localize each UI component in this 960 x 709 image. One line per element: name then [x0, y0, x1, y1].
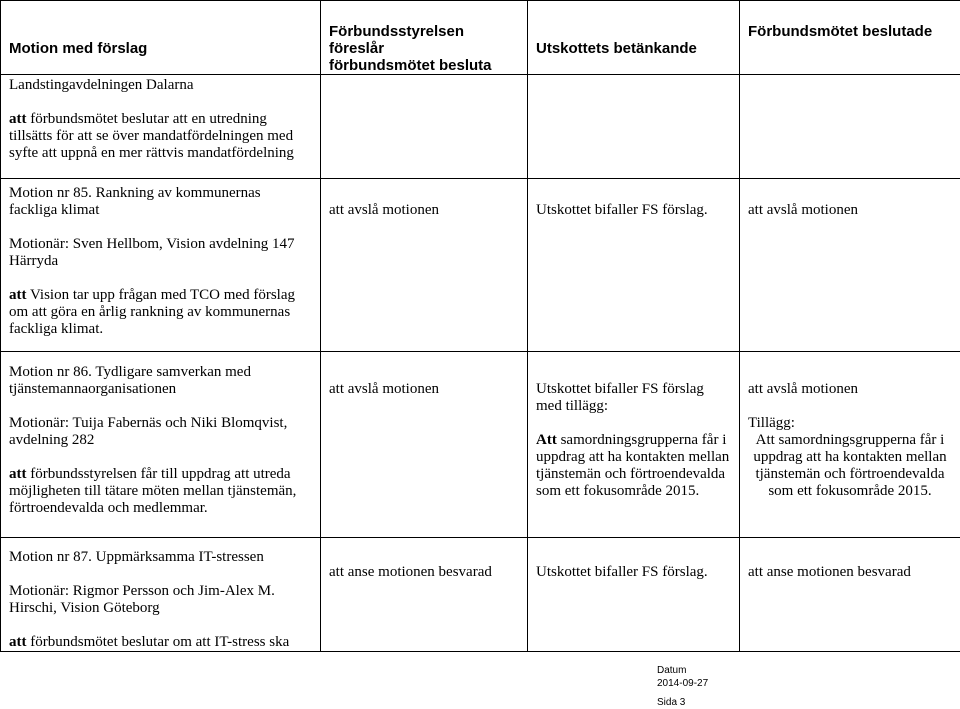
intro-cell — [1, 75, 321, 179]
intro-org: Landstingavdelningen Dalarna — [9, 77, 312, 94]
header-board-line1: Förbundsstyrelsen föreslår — [329, 23, 519, 57]
motion86-cell — [1, 352, 321, 538]
motion85-body: Vision tar upp frågan med TCO med förslag om att göra en årlig rankning av kommunernas fackliga klimat. — [9, 287, 295, 337]
footer-date: 2014-09-27 — [657, 677, 708, 690]
motion86-body: förbundsstyrelsen får till uppdrag att utreda möjligheten till tätare möten mellan tjänstemän, förtroendevalda och medlemmar. — [9, 466, 296, 516]
header-row — [1, 1, 960, 75]
motion86-author: Motionär: Tuija Fabernäs och Niki Blomqvist, avdelning 282 — [9, 415, 312, 449]
motion87-decision: att anse motionen besvarad — [740, 538, 960, 652]
motion86-att: att — [9, 466, 27, 482]
motion87-title: Motion nr 87. Uppmärksamma IT-stressen — [9, 549, 312, 566]
header-decision: Förbundsmötet beslutade — [740, 1, 960, 75]
motion87-cell — [1, 538, 321, 652]
motion86-addition-text: Att samordningsgrupperna får i uppdrag att ha kontakten mellan tjänstemän och förtroendevalda som ett fokusområde 2015. — [748, 432, 952, 500]
motion86-board: att avslå motionen — [321, 352, 528, 538]
motion87-board: att anse motionen besvarad — [321, 538, 528, 652]
motion85-text — [9, 287, 312, 338]
motion85-title: Motion nr 85. Rankning av kommunernas fackliga klimat — [9, 185, 312, 219]
motion85-board: att avslå motionen — [321, 179, 528, 352]
motion86-committee-att: Att — [536, 432, 557, 448]
motion87-att: att — [9, 634, 27, 650]
motion86-addition-label: Tillägg: — [748, 415, 952, 432]
intro-att: att — [9, 111, 27, 127]
motion85-cell — [1, 179, 321, 352]
table-row — [1, 352, 960, 538]
motion86-committee-title: Utskottet bifaller FS förslag med tillägg: — [536, 381, 731, 415]
motion86-decision: att avslå motionen — [748, 381, 952, 398]
motion85-committee: Utskottet bifaller FS förslag. — [528, 179, 740, 352]
motion86-committee-body: samordningsgrupperna får i uppdrag att ha kontakten mellan tjänstemän och förtroendevalda som ett fokusområde 2015. — [536, 432, 729, 499]
table-row — [1, 179, 960, 352]
intro-body: förbundsmötet beslutar att en utredning tillsätts för att se över mandatfördelningen med syfte att uppnå en mer rättvis mandatfördelning — [9, 111, 294, 161]
footer-page-number: Sida 3 — [657, 696, 708, 709]
motion87-author: Motionär: Rigmor Persson och Jim-Alex M. Hirschi, Vision Göteborg — [9, 583, 312, 617]
motion86-committee-cell — [528, 352, 740, 538]
motion87-text — [9, 634, 312, 651]
motion85-author: Motionär: Sven Hellbom, Vision avdelning 147 Härryda — [9, 236, 312, 270]
header-board-proposal — [321, 1, 528, 75]
motion86-text — [9, 466, 312, 517]
page-footer — [657, 664, 708, 709]
table-row — [1, 75, 960, 179]
motion86-title: Motion nr 86. Tydligare samverkan med tjänstemannaorganisationen — [9, 364, 312, 398]
motion85-att: att — [9, 287, 27, 303]
footer-date-label: Datum — [657, 664, 708, 677]
motion86-decision-cell — [740, 352, 960, 538]
motion87-committee: Utskottet bifaller FS förslag. — [528, 538, 740, 652]
motion85-decision: att avslå motionen — [740, 179, 960, 352]
motion87-body: förbundsmötet beslutar om att IT-stress ska — [27, 634, 290, 650]
motion86-committee-text — [536, 432, 731, 500]
intro-text — [9, 111, 312, 162]
header-motion: Motion med förslag — [1, 1, 321, 75]
header-board-line2: förbundsmötet besluta — [329, 57, 519, 74]
header-committee: Utskottets betänkande — [528, 1, 740, 75]
table-row — [1, 538, 960, 652]
